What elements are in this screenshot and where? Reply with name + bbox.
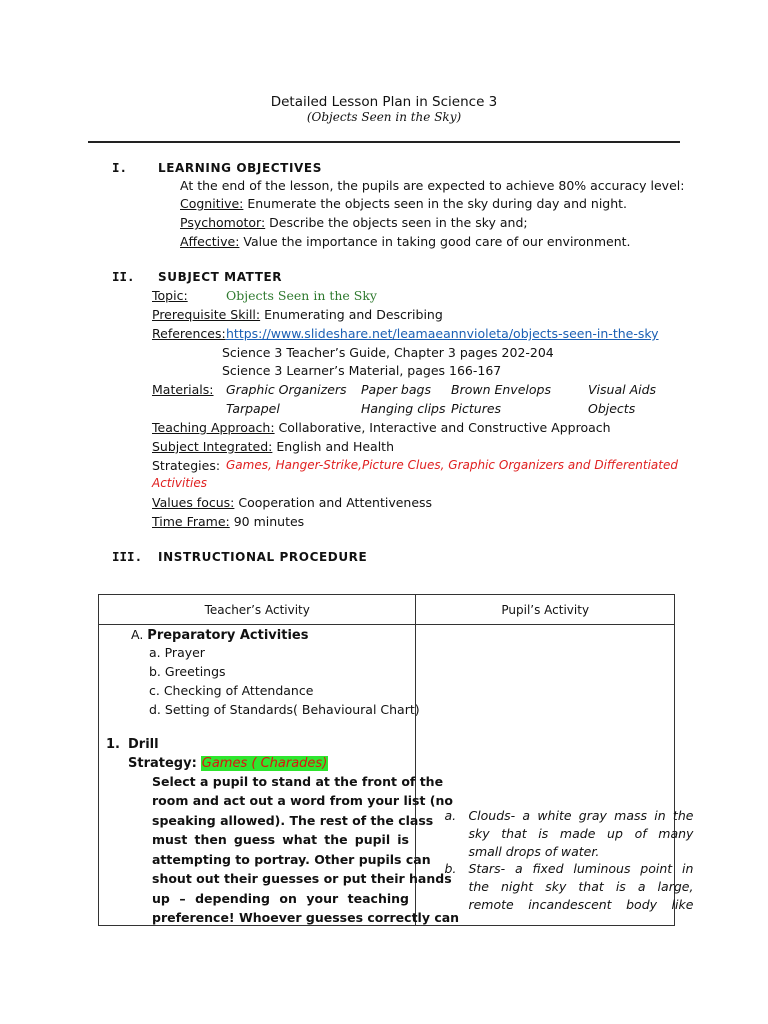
psychomotor-label: Psychomotor: [180,215,266,230]
drill-text-line: Select a pupil to stand at the front of the [152,774,444,789]
subject-integrated-row [152,439,394,454]
table-header-row [99,595,675,625]
material-item: Tarpapel [226,401,280,416]
time-label: Time Frame: [152,514,230,529]
document-title: Detailed Lesson Plan in Science 3 [270,94,498,110]
pupil-answer-line: the night sky that is a large, [468,879,694,894]
topic-value: Objects Seen in the Sky [226,288,377,303]
prereq-value: Enumerating and Describing [260,307,443,322]
prereq-label: Prerequisite Skill: [152,307,261,322]
section2-title: SUBJECT MATTER [158,270,283,284]
drill-text-line: shout out their guesses or put their hands [152,871,452,886]
objectives-intro: At the end of the lesson, the pupils are expected to achieve 80% accuracy level: [180,178,685,193]
integrated-label: Subject Integrated: [152,439,273,454]
material-item: Hanging clips [361,401,446,416]
time-frame-row [152,514,304,529]
table-body-row [99,625,675,926]
affective-label: Affective: [180,234,240,249]
prep-title: Preparatory Activities [147,628,309,643]
pupil-answer-line: Clouds- a white gray mass in the [468,808,694,823]
material-item: Pictures [451,401,502,416]
reference-learners-material: Science 3 Learner’s Material, pages 166-167 [222,363,502,378]
integrated-value: English and Health [272,439,394,454]
time-value: 90 minutes [229,514,305,529]
section1-number: I. [112,160,128,175]
pupil-answer-line: remote incandescent body like [468,897,694,912]
pupil-answer-line: Stars- a fixed luminous point in [468,861,694,876]
section3-number: III. [112,549,143,564]
approach-value: Collaborative, Interactive and Constructive Approach [274,420,611,435]
objective-cognitive [180,196,627,211]
values-label: Values focus: [152,495,235,510]
references-label: References: [152,326,226,341]
drill-text-line: preference! Whoever guesses correctly can [152,910,460,925]
strategies-label: Strategies: [152,458,221,473]
material-item: Objects [588,401,636,416]
cognitive-label: Cognitive: [180,196,244,211]
document-subtitle: (Objects Seen in the Sky) [306,110,462,124]
prep-letter: A. [131,627,144,642]
list-item: c. Checking of Attendance [149,683,314,698]
drill-number: 1. [106,737,120,752]
title-divider [88,141,680,143]
strategies-line1: Games, Hanger-Strike,Picture Clues, Graphic Organizers and Differentiated [226,458,678,472]
list-item: b. Greetings [149,664,226,679]
section2-number: II. [112,269,135,284]
material-item: Graphic Organizers [226,382,347,397]
drill-text-line: speaking allowed). The rest of the class [152,813,434,828]
drill-text-line: attempting to portray. Other pupils can [152,852,431,867]
topic-label: Topic: [152,288,188,303]
pupil-activity-header: Pupil’s Activity [416,595,675,625]
pupil-activity-cell [416,625,694,926]
strategy-highlight: Games ( Charades) [201,756,328,771]
section1-title: LEARNING OBJECTIVES [158,161,322,175]
material-item: Brown Envelops [451,382,551,397]
prereq-row [152,307,443,322]
objective-affective [180,234,631,249]
materials-label: Materials: [152,382,214,397]
teacher-activity-cell [99,625,460,926]
section3-title: INSTRUCTIONAL PROCEDURE [158,550,368,564]
drill-title: Drill [128,737,159,752]
strategy-label: Strategy: [128,756,197,771]
prep-heading [131,627,308,643]
reference-link[interactable]: https://www.slideshare.net/leamaeannvioleta/objects-seen-in-the-sky [226,326,659,341]
psychomotor-text: Describe the objects seen in the sky and; [265,215,528,230]
list-item: a. Prayer [149,645,205,660]
pupil-answer-marker: a. [444,808,457,823]
strategies-line2: Activities [152,476,207,490]
drill-text-line: must then guess what the pupil is [152,832,409,847]
pupil-answer-line: small drops of water. [468,844,600,859]
pupil-answer-line: sky that is made up of many [468,826,694,841]
list-item: d. Setting of Standards( Behavioural Chart) [149,702,420,717]
material-item: Paper bags [361,382,431,397]
objective-psychomotor [180,215,528,230]
pupil-answer-marker: b. [444,861,457,876]
material-item: Visual Aids [588,382,657,397]
teacher-activity-header: Teacher’s Activity [99,595,416,625]
drill-text-line: up – depending on your teaching [152,891,409,906]
teaching-approach-row [152,420,611,435]
procedure-table [98,594,694,926]
affective-text: Value the importance in taking good care of our environment. [239,234,631,249]
drill-strategy [128,755,328,771]
values-value: Cooperation and Attentiveness [234,495,433,510]
reference-teachers-guide: Science 3 Teacher’s Guide, Chapter 3 pages 202-204 [222,345,554,360]
values-focus-row [152,495,432,510]
drill-text-line: room and act out a word from your list (no [152,793,453,808]
approach-label: Teaching Approach: [152,420,275,435]
cognitive-text: Enumerate the objects seen in the sky during day and night. [243,196,628,211]
